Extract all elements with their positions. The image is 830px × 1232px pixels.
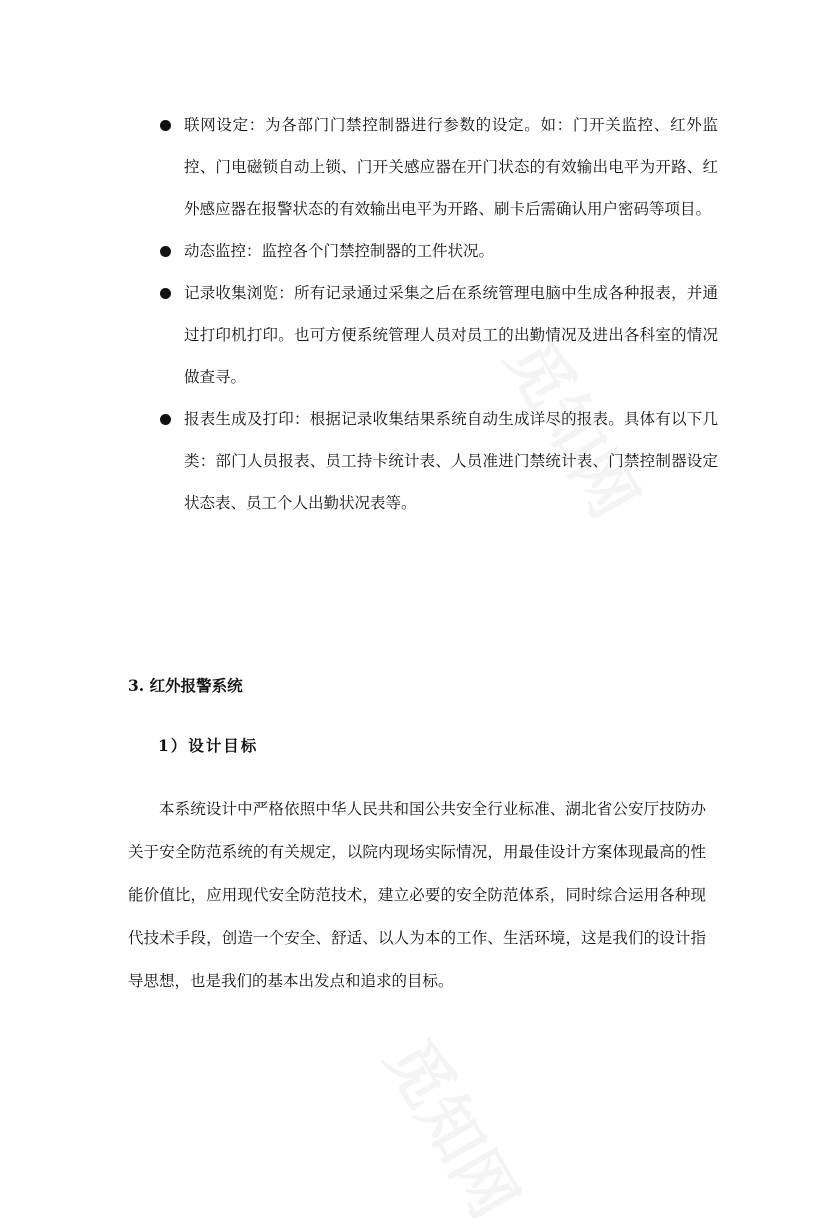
bullet-dot-icon xyxy=(160,120,171,131)
bullet-text: 联网设定：为各部门门禁控制器进行参数的设定。如：门开关监控、红外监控、门电磁锁自动上锁、门开关感应器在开门状态的有效输出电平为开路、红外感应器在报警状态的有效输出电平为开路、刷卡后需确认用户密码等项目。 xyxy=(184,116,718,218)
bullet-text: 动态监控：监控各个门禁控制器的工件状况。 xyxy=(184,242,495,260)
bullet-dot-icon xyxy=(160,288,171,299)
bullet-dot-icon xyxy=(160,246,171,257)
bullet-text: 记录收集浏览：所有记录通过采集之后在系统管理电脑中生成各种报表，并通过打印机打印。也可方便系统管理人员对员工的出勤情况及进出各科室的情况做查寻。 xyxy=(184,284,718,386)
watermark-text: 觅知网 xyxy=(490,327,651,531)
feature-bullet-list xyxy=(158,104,718,524)
bullet-text: 报表生成及打印：根据记录收集结果系统自动生成详尽的报表。具体有以下几类：部门人员报表、员工持卡统计表、人员准进门禁统计表、门禁控制器设定状态表、员工个人出勤状况表等。 xyxy=(184,410,718,512)
bullet-item-network-settings xyxy=(158,104,718,230)
section-heading: 3. 红外报警系统 xyxy=(128,676,243,695)
sub-heading: 1）设计目标 xyxy=(158,736,259,755)
watermark-text: 觅知网 xyxy=(370,1027,531,1231)
bullet-item-record-browsing xyxy=(158,272,718,398)
body-paragraph: 本系统设计中严格依照中华人民共和国公共安全行业标准、湖北省公安厅技防办关于安全防范系统的有关规定，以院内现场实际情况，用最佳设计方案体现最高的性能价值比，应用现代安全防范技术，建立必要的安全防范体系，同时综合运用各种现代技术手段，创造一个安全、舒适、以人为本的工作、生活环境，这是我们的设计指导思想，也是我们的基本出发点和追求的目标。 xyxy=(128,800,706,990)
bullet-dot-icon xyxy=(160,414,171,425)
bullet-item-dynamic-monitoring xyxy=(158,230,718,272)
bullet-item-report-generation xyxy=(158,398,718,524)
